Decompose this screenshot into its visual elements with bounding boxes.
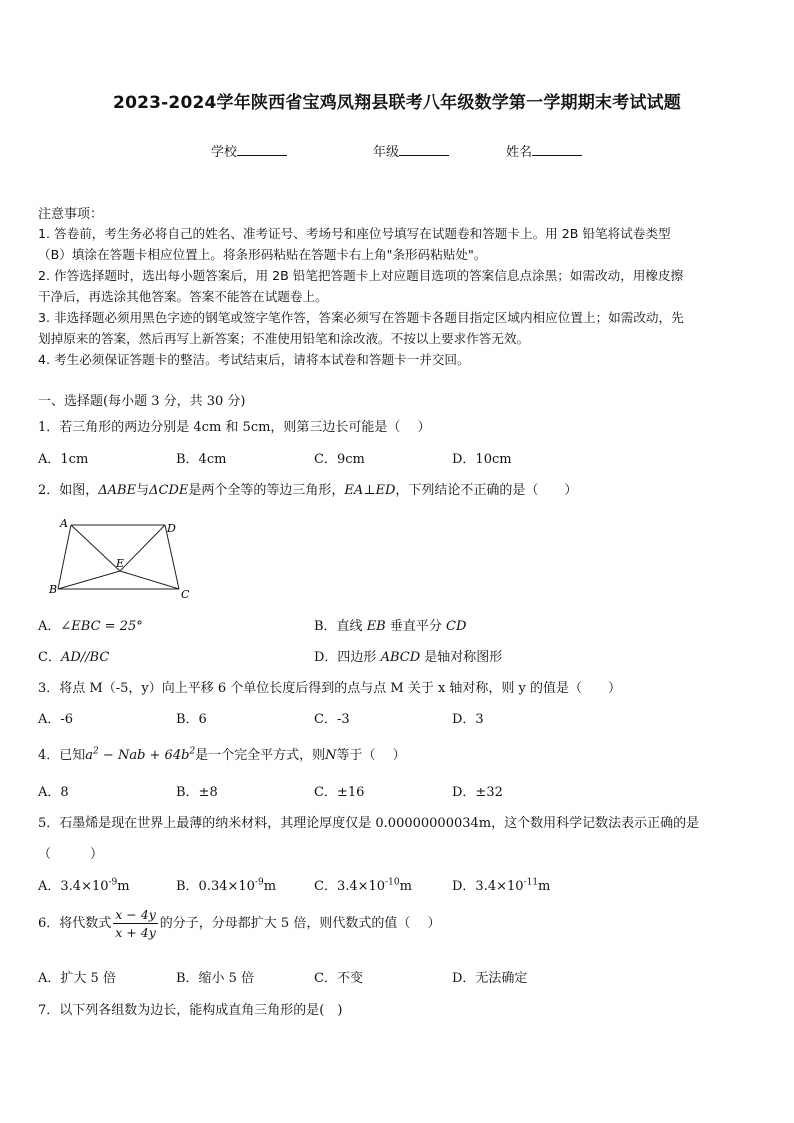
school-field — [211, 141, 287, 160]
label-a: A — [60, 517, 68, 530]
q2-triangle-abe: ΔABE — [98, 483, 137, 498]
edge-de — [120, 525, 165, 571]
q5-c-exponent: -10 — [385, 877, 400, 888]
label-e: E — [116, 557, 125, 570]
q6-denominator: x + 4y — [115, 925, 156, 940]
q1-option-a: A．1cm — [38, 452, 89, 467]
q2-c-math: AD//BC — [60, 650, 110, 665]
q6-option-c: C．不变 — [314, 971, 363, 986]
q4-option-b: B．±8 — [176, 785, 218, 800]
q2-text-2: 与 — [136, 483, 150, 498]
edge-ae — [71, 525, 120, 571]
q2-triangle-cde: ΔCDE — [149, 483, 189, 498]
q2-b-mid: 垂直平分 — [385, 619, 446, 634]
question-2 — [38, 479, 577, 498]
q2-d-math: ABCD — [380, 650, 421, 665]
q4-option-d: D．±32 — [452, 785, 503, 800]
q5-answer-paren: （ ） — [38, 847, 104, 862]
q2-d-prefix: D．四边形 — [314, 650, 381, 665]
q6-text-2: 的分子，分母都扩大 5 倍，则代数式的值（ ） — [159, 916, 441, 931]
q1-option-d: D．10cm — [452, 452, 512, 467]
q4-text-3: 等于（ ） — [336, 748, 406, 763]
school-blank — [237, 143, 287, 156]
q5-d-base: D．3.4×10 — [452, 879, 524, 894]
q1-option-c: C．9cm — [314, 452, 365, 467]
q2-figure — [44, 515, 200, 603]
note-2-cont: 干净后，再选涂其他答案。答案不能答在试题卷上。 — [38, 289, 328, 304]
q5-c-base: C．3.4×10 — [314, 879, 386, 894]
q2-option-c — [38, 646, 109, 665]
q2-option-b — [314, 615, 466, 634]
question-7: 7．以下列各组数为边长，能构成直角三角形的是( ) — [38, 1003, 343, 1018]
q5-b-base: B．0.34×10 — [176, 879, 255, 894]
question-3: 3．将点 M（-5，y）向上平移 6 个单位长度后得到的点与点 M 关于 x 轴对称，则 y 的值是（ ） — [38, 681, 622, 696]
q5-a-base: A．3.4×10 — [38, 879, 109, 894]
name-label: 姓名 — [506, 145, 533, 160]
q6-text-1: 6．将代数式 — [38, 916, 112, 931]
q6-numerator: x − 4y — [115, 907, 156, 922]
note-3: 3. 非选择题必须用黑色字迹的钢笔或签字笔作答，答案必须写在答题卡各题目指定区域内相应位置上；如需改动，先 — [38, 310, 684, 325]
q5-option-c — [314, 875, 412, 894]
q4-option-c: C．±16 — [314, 785, 365, 800]
q4-math-a: a — [85, 748, 94, 763]
q2-text-1: 2．如图， — [38, 483, 99, 498]
q4-math-expr: − Nab + 64b — [98, 748, 190, 763]
q2-text-4: ，下列结论不正确的是（ ） — [395, 483, 578, 498]
label-d: D — [167, 522, 176, 535]
edge-ce — [120, 571, 179, 589]
q2-c-prefix: C． — [38, 650, 61, 665]
school-label: 学校 — [211, 145, 238, 160]
q3-option-c: C．-3 — [314, 712, 350, 727]
q6-option-b: B．缩小 5 倍 — [176, 971, 255, 986]
note-4: 4. 考生必须保证答题卡的整洁。考试结束后，请将本试卷和答题卡一并交回。 — [38, 352, 470, 367]
q5-a-unit: m — [117, 879, 130, 894]
q2-b-prefix: B．直线 — [314, 619, 367, 634]
name-blank — [532, 143, 582, 156]
q1-option-b: B．4cm — [176, 452, 227, 467]
note-1-cont: （B）填涂在答题卡相应位置上。将条形码粘贴在答题卡右上角"条形码粘贴处"。 — [38, 247, 487, 262]
q2-b-math-2: CD — [446, 619, 467, 634]
label-c: C — [181, 588, 190, 601]
q5-option-b — [176, 875, 276, 894]
question-6 — [38, 907, 440, 940]
q4-text-2: 是一个完全平方式，则 — [195, 748, 326, 763]
q5-option-a — [38, 875, 130, 894]
section-heading: 一、选择题(每小题 3 分，共 30 分) — [38, 394, 246, 409]
q2-text-3: 是两个全等的等边三角形， — [188, 483, 345, 498]
q6-option-d: D．无法确定 — [452, 971, 528, 986]
q5-d-unit: m — [538, 879, 551, 894]
q2-option-a — [38, 615, 143, 634]
label-b: B — [49, 583, 58, 596]
name-field — [506, 141, 582, 160]
grade-label: 年级 — [373, 145, 400, 160]
q4-text-1: 4．已知 — [38, 748, 86, 763]
q5-c-unit: m — [399, 879, 412, 894]
q5-option-d — [452, 875, 550, 894]
q6-fraction — [113, 907, 158, 940]
q5-a-exponent: -9 — [108, 877, 118, 888]
q2-b-math-1: EB — [366, 619, 386, 634]
question-1: 1．若三角形的两边分别是 4cm 和 5cm，则第三边长可能是（ ） — [38, 420, 431, 435]
exam-title: 2023-2024学年陕西省宝鸡凤翔县联考八年级数学第一学期期末考试试题 — [113, 93, 681, 113]
q2-perpendicular: EA⊥ED — [344, 483, 396, 498]
grade-field — [373, 141, 449, 160]
question-4: 4．已知$a^2$ − Nab + $64b^2$是一个完全平方式，则N等于（ ） — [38, 746, 406, 763]
q6-option-a: A．扩大 5 倍 — [38, 971, 116, 986]
edge-be — [58, 571, 120, 589]
q3-option-a: A．-6 — [38, 712, 74, 727]
q5-b-exponent: -9 — [254, 877, 264, 888]
q3-option-b: B．6 — [176, 712, 207, 727]
q2-d-suffix: 是轴对称图形 — [420, 650, 503, 665]
q3-option-d: D．3 — [452, 712, 484, 727]
note-3-cont: 划掉原来的答案，然后再写上新答案；不准使用铅笔和涂改液。不按以上要求作答无效。 — [38, 331, 530, 346]
q2-a-prefix: A． — [38, 619, 61, 634]
q2-a-math: ∠EBC = 25° — [60, 619, 143, 634]
note-2: 2. 作答选择题时，选出每小题答案后，用 2B 铅笔把答题卡上对应题目选项的答案信息点涂黑；如需改动，用橡皮擦 — [38, 268, 684, 283]
question-5: 5．石墨烯是现在世界上最薄的纳米材料，其理论厚度仅是 0.00000000034m，这个数用科学记数法表示正确的是 — [38, 816, 700, 831]
grade-blank — [399, 143, 449, 156]
q2-option-d — [314, 646, 502, 665]
note-1: 1. 答卷前，考生务必将自己的姓名、准考证号、考场号和座位号填写在试题卷和答题卡上。用 2B 铅笔将试卷类型 — [38, 226, 671, 241]
q5-b-unit: m — [263, 879, 277, 894]
q5-d-exponent: -11 — [523, 877, 539, 888]
edge-ab — [58, 525, 71, 589]
q4-option-a: A．8 — [38, 785, 69, 800]
q4-math-n: N — [325, 748, 337, 763]
notes-heading: 注意事项： — [38, 207, 104, 222]
